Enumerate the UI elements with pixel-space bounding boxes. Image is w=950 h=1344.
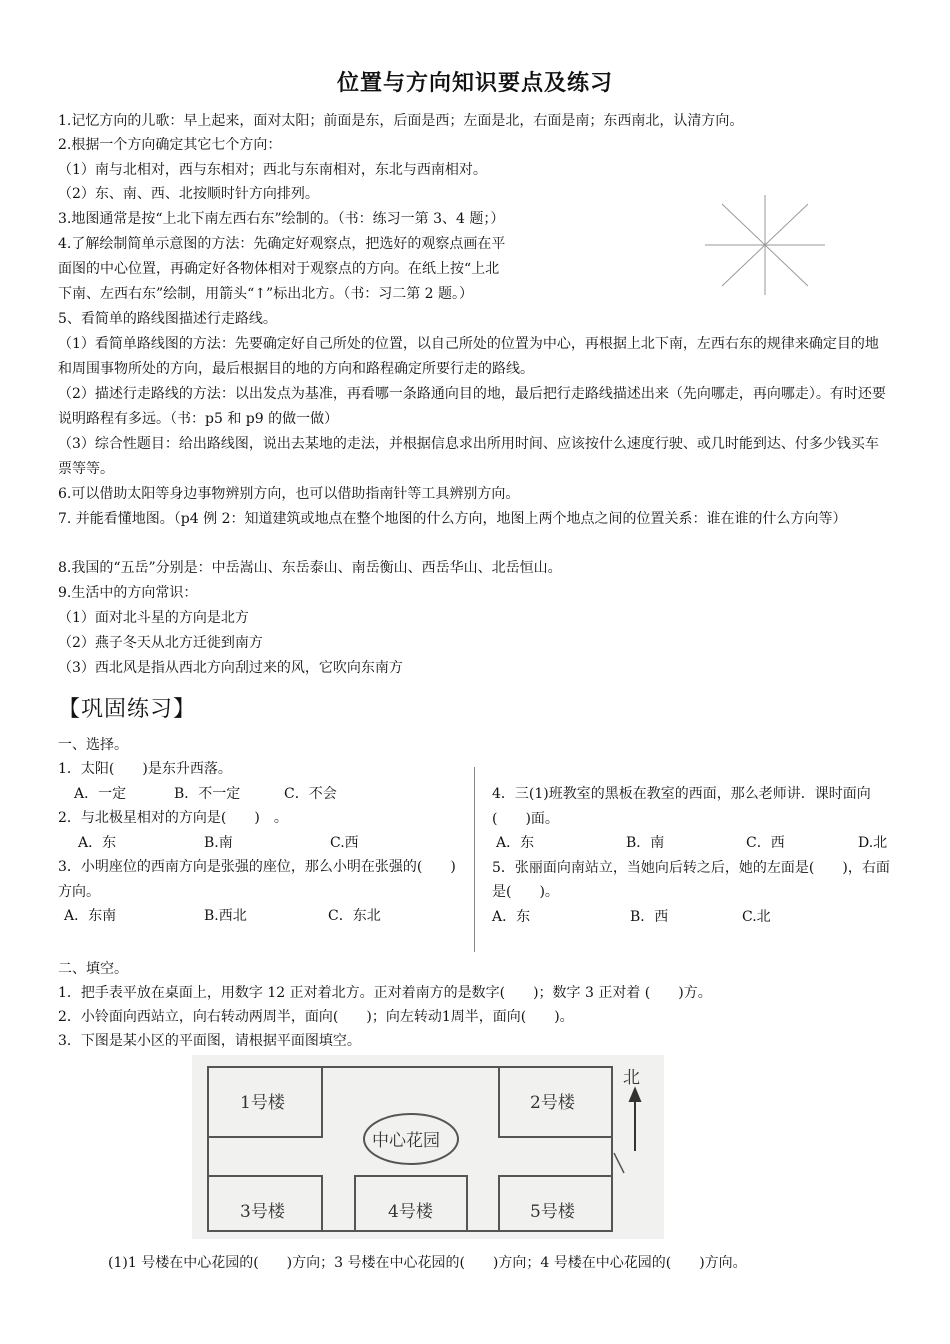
option: B.西北 bbox=[204, 908, 247, 924]
fill-heading: 二、填空。 bbox=[58, 961, 128, 977]
column-divider bbox=[474, 767, 475, 952]
option: A．东 bbox=[496, 835, 535, 851]
choice-q3-options bbox=[58, 904, 458, 929]
choice-q1: 1．太阳( )是东升西落。 bbox=[58, 761, 232, 777]
option: C.北 bbox=[742, 908, 771, 925]
option: C．西 bbox=[746, 835, 785, 851]
option: B．南 bbox=[626, 835, 665, 851]
choice-q2-options bbox=[58, 831, 458, 856]
page-title: 位置与方向知识要点及练习 bbox=[336, 71, 613, 96]
point-9-3: （3）西北风是指从西北方向刮过来的风，它吹向东南方 bbox=[58, 660, 403, 676]
option: B．西 bbox=[630, 908, 669, 925]
choice-q4: 4．三(1)班教室的黑板在教室的西面，那么老师讲．课时面向( )面。 bbox=[492, 786, 871, 827]
building-1-label: 1号楼 bbox=[240, 1093, 285, 1113]
choice-right-column bbox=[492, 782, 894, 929]
option: B．不一定 bbox=[174, 785, 241, 802]
building-4-label: 4号楼 bbox=[388, 1202, 433, 1222]
option: C.西 bbox=[330, 834, 359, 851]
building-5-label: 5号楼 bbox=[530, 1202, 575, 1222]
building-2-label: 2号楼 bbox=[530, 1093, 575, 1113]
practice-section-title: 【巩固练习】 bbox=[58, 697, 197, 722]
point-9: 9.生活中的方向常识： bbox=[58, 585, 198, 601]
point-7: 7. 并能看懂地图。（p4 例 2：知道建筑或地点在整个地图的什么方向，地图上两个地点之间的位置关系：谁在谁的什么方向等） bbox=[58, 511, 847, 527]
option: A．东 bbox=[492, 908, 531, 925]
compass-rose-figure bbox=[700, 190, 830, 300]
point-2: 2.根据一个方向确定其它七个方向： bbox=[58, 137, 282, 153]
fill-q3: 3．下图是某小区的平面图，请根据平面图填空。 bbox=[58, 1033, 361, 1049]
north-label: 北 bbox=[623, 1068, 640, 1088]
option: C．不会 bbox=[284, 785, 337, 802]
choice-heading: 一、选择。 bbox=[58, 737, 128, 753]
choice-q4-options bbox=[492, 831, 894, 856]
option: A．一定 bbox=[74, 785, 127, 802]
point-4-line1: 4.了解绘制简单示意图的方法：先确定好观察点，把选好的观察点画在平 bbox=[58, 236, 506, 252]
point-2-2: （2）东、南、西、北按顺时针方向排列。 bbox=[58, 186, 319, 202]
point-4-line3: 下南、左西右东”绘制，用箭头“↑”标出北方。（书：习二第 2 题。） bbox=[58, 286, 474, 302]
choice-q5-options bbox=[492, 905, 894, 930]
fill-q3-sub1: (1)1 号楼在中心花园的( )方向；3 号楼在中心花园的( )方向；4 号楼在中心花园的( )方向。 bbox=[108, 1255, 747, 1271]
choice-left-column bbox=[58, 757, 458, 929]
point-5: 5、看简单的路线图描述行走路线。 bbox=[58, 311, 277, 327]
point-5-1: （1）看简单路线图的方法：先要确定好自己所处的位置，以自己所处的位置为中心，再根据上北下南，左西右东的规律来确定目的地和周围事物所处的方向，最后根据目的地的方向和路程确定所要行走的路线。 bbox=[58, 336, 879, 377]
community-plan-map bbox=[192, 1055, 664, 1239]
point-1: 1.记忆方向的儿歌：早上起来，面对太阳；前面是东，后面是西；左面是北，右面是南；东西南北，认清方向。 bbox=[58, 113, 744, 129]
option: D.北 bbox=[858, 835, 888, 851]
option: C．东北 bbox=[328, 908, 381, 924]
center-garden-label: 中心花园 bbox=[372, 1131, 440, 1151]
option: A．东 bbox=[78, 834, 117, 851]
option: A．东南 bbox=[64, 908, 117, 924]
point-5-2: （2）描述行走路线的方法：以出发点为基准，再看哪一条路通向目的地，最后把行走路线描述出来（先向哪走，再向哪走）。有时还要说明路程有多远。（书：p5 和 p9 的做一做） bbox=[58, 386, 886, 427]
fill-q2: 2．小铃面向西站立，向右转动两周半，面向( )；向左转动1周半，面向( )。 bbox=[58, 1009, 574, 1025]
choice-q3: 3．小明座位的西南方向是张强的座位，那么小明在张强的( )方向。 bbox=[58, 859, 456, 900]
choice-q5: 5．张丽面向南站立，当她向后转之后，她的左面是( )，右面是( )。 bbox=[492, 859, 890, 900]
point-8: 8.我国的“五岳”分别是：中岳嵩山、东岳泰山、南岳衡山、西岳华山、北岳恒山。 bbox=[58, 560, 562, 576]
point-6: 6.可以借助太阳等身边事物辨别方向，也可以借助指南针等工具辨别方向。 bbox=[58, 486, 520, 502]
choice-q2: 2．与北极星相对的方向是( ) 。 bbox=[58, 810, 288, 826]
point-4-line2: 面图的中心位置，再确定好各物体相对于观察点的方向。在纸上按“上北 bbox=[58, 261, 500, 277]
building-3-label: 3号楼 bbox=[240, 1202, 285, 1222]
point-9-1: （1）面对北斗星的方向是北方 bbox=[58, 610, 249, 626]
point-9-2: （2）燕子冬天从北方迁徙到南方 bbox=[58, 635, 263, 651]
choice-q1-options bbox=[58, 782, 458, 807]
fill-q1: 1．把手表平放在桌面上，用数字 12 正对着北方。正对着南方的是数字( )；数字 3 正对着 ( )方。 bbox=[58, 985, 712, 1001]
point-5-3: （3）综合性题目：给出路线图，说出去某地的走法，并根据信息求出所用时间、应该按什么速度行驶、或几时能到达、付多少钱买车票等等。 bbox=[58, 436, 879, 477]
point-2-1: （1）南与北相对，西与东相对；西北与东南相对，东北与西南相对。 bbox=[58, 162, 487, 178]
point-3: 3.地图通常是按“上北下南左西右东”绘制的。（书：练习一第 3、4 题；） bbox=[58, 211, 505, 227]
option: B.南 bbox=[204, 834, 233, 851]
